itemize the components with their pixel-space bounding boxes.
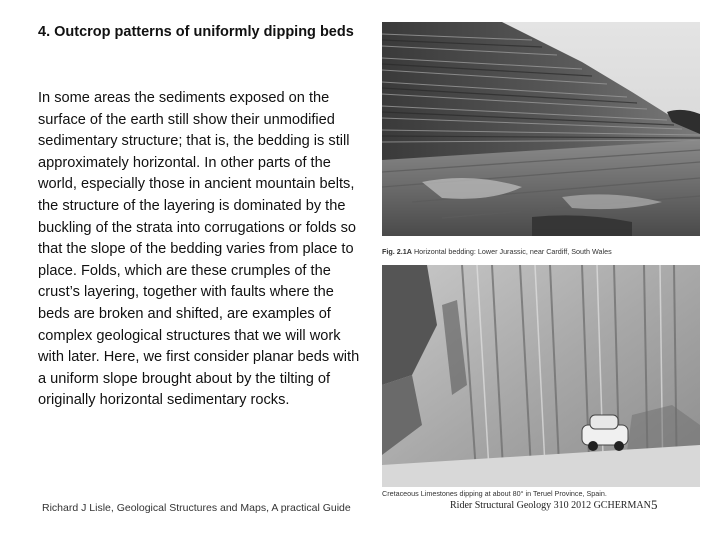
body-paragraph: In some areas the sediments exposed on the surface of the earth still show their unmodified sedimentary structure; that is, the bedding is still approximately horizontal. In other parts of the world, especially those in ancient mountain belts, the structure of the layering is dominated by the buckling of the strata into corrugations or folds so that the slope of the bedding varies from place to place. Folds, which are these crumples of the crust’s layering, together with faults where the beds are broken and shifted, are examples of complex geological structures that we will work with later. Here, we first consider planar beds with a uniform slope brought about by the tilting of originally horizontal sedimentary rocks. (38, 90, 360, 409)
photo-horizontal-bedding (382, 22, 700, 236)
figure-1-caption-text: Horizontal bedding: Lower Jurassic, near Cardiff, South Wales (413, 247, 612, 256)
slide-title: 4. Outcrop patterns of uniformly dipping beds (38, 24, 354, 40)
page-number: 5 (651, 497, 658, 512)
photo-dipping-limestones (382, 265, 700, 487)
figure-1-label: Fig. 2.1A (382, 247, 412, 256)
figure-1-caption (382, 247, 612, 256)
reference-citation: Richard J Lisle, Geological Structures and Maps, A practical Guide (42, 502, 351, 514)
figure-2-caption: Cretaceous Limestones dipping at about 80° in Teruel Province, Spain. (382, 489, 607, 498)
course-footer: Rider Structural Geology 310 2012 GCHERMAN (450, 500, 651, 511)
